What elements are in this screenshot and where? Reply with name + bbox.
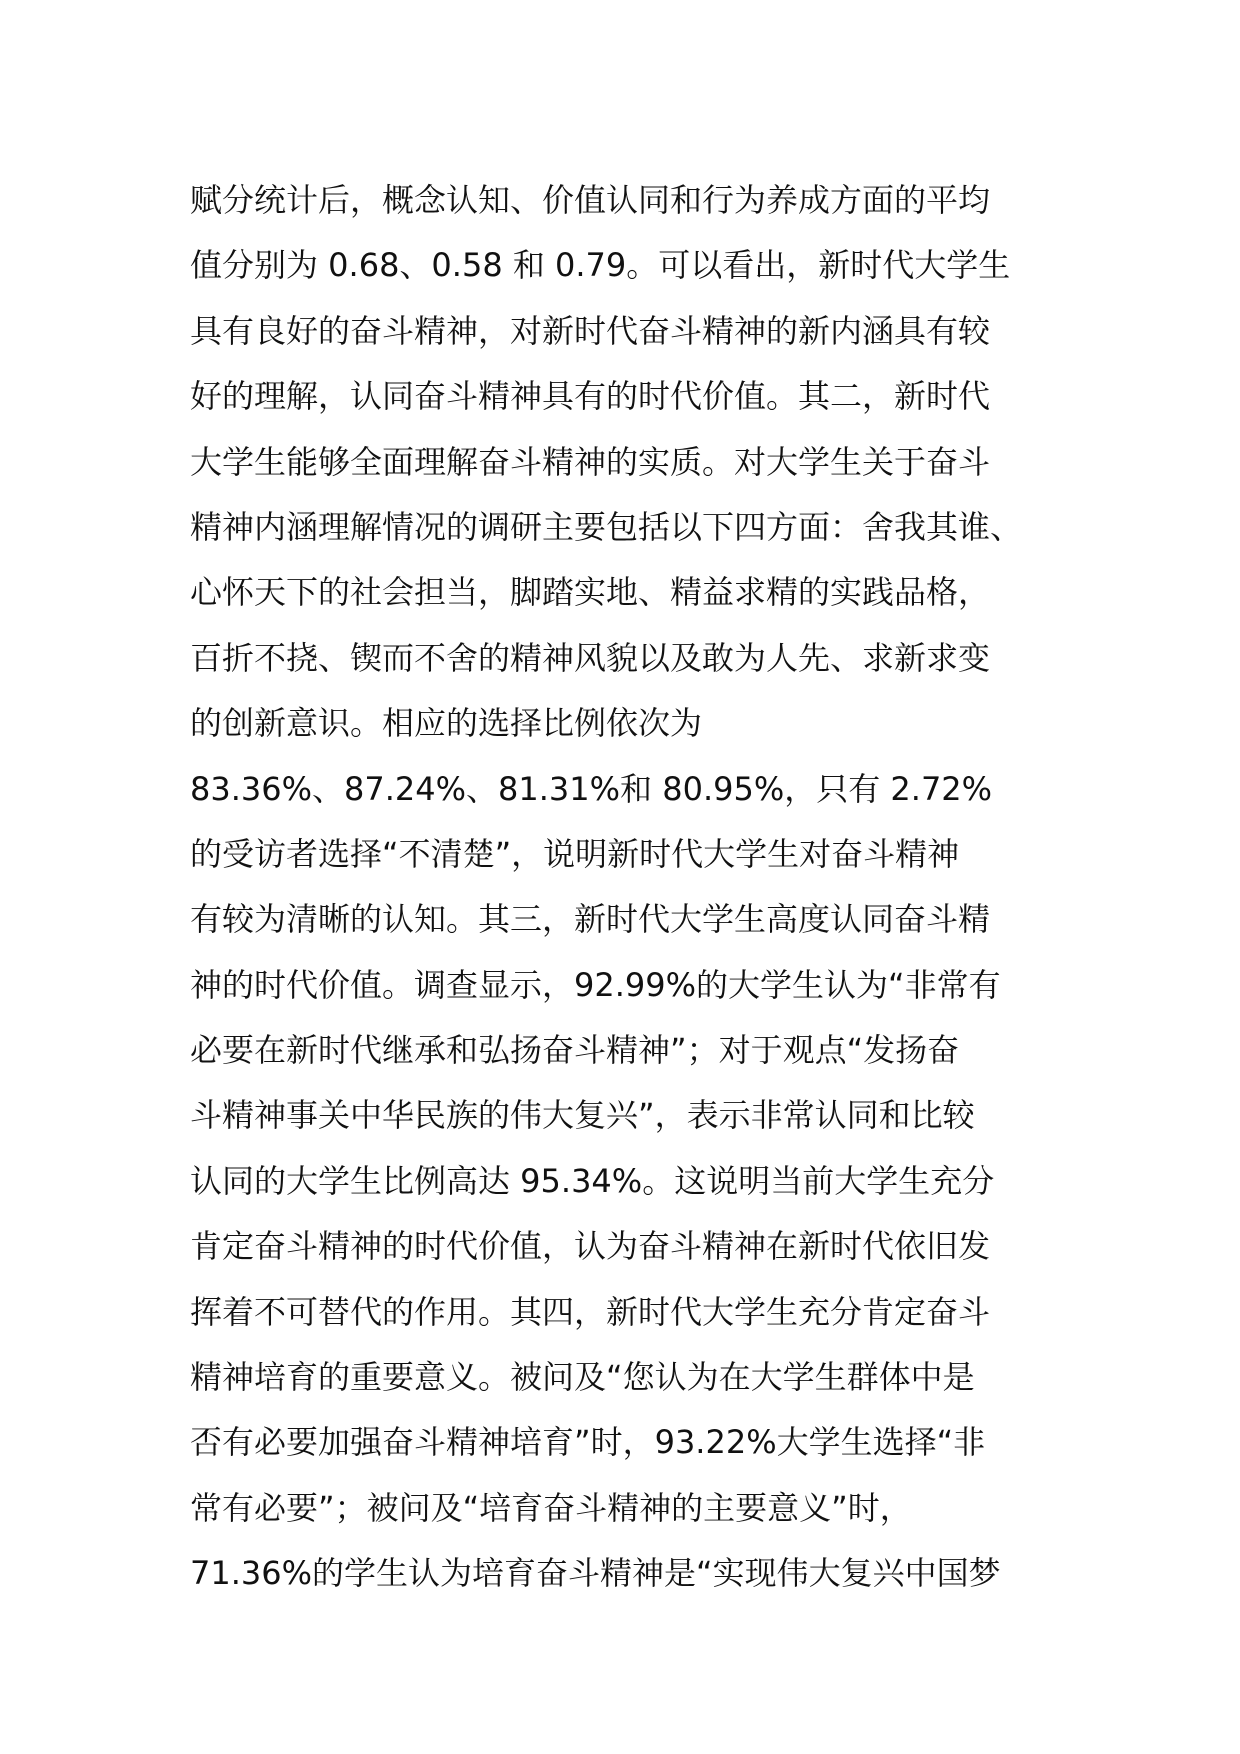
text-line: 认同的大学生比例高达 95.34%。这说明当前大学生充分 xyxy=(190,1161,995,1200)
text-line: 斗精神事关中华民族的伟大复兴”，表示非常认同和比较 xyxy=(190,1096,975,1135)
text-line: 83.36%、87.24%、81.31%和 80.95%，只有 2.72% xyxy=(190,769,993,808)
text-line: 神的时代价值。调查显示，92.99%的大学生认为“非常有 xyxy=(190,965,1001,1004)
text-line: 挥着不可替代的作用。其四，新时代大学生充分肯定奋斗 xyxy=(190,1292,991,1331)
text-line: 的受访者选择“不清楚”，说明新时代大学生对奋斗精神 xyxy=(190,834,960,873)
text-line: 赋分统计后，概念认知、价值认同和行为养成方面的平均 xyxy=(190,181,991,219)
text-line: 必要在新时代继承和弘扬奋斗精神”；对于观点“发扬奋 xyxy=(190,1031,960,1070)
text-line: 71.36%的学生认为培育奋斗精神是“实现伟大复兴中国梦 xyxy=(190,1554,1001,1593)
text-line: 常有必要”；被问及“培育奋斗精神的主要意义”时， xyxy=(190,1488,912,1527)
text-line: 精神培育的重要意义。被问及“您认为在大学生群体中是 xyxy=(190,1358,975,1397)
text-line: 百折不挠、锲而不舍的精神风貌以及敢为人先、求新求变 xyxy=(190,638,991,677)
text-line: 值分别为 0.68、0.58 和 0.79。可以看出，新时代大学生 xyxy=(190,246,1011,285)
body-paragraph xyxy=(190,168,1070,1607)
text-line: 心怀天下的社会担当，脚踏实地、精益求精的实践品格， xyxy=(190,573,991,612)
text-line: 大学生能够全面理解奋斗精神的实质。对大学生关于奋斗 xyxy=(190,442,991,481)
text-line: 否有必要加强奋斗精神培育”时，93.22%大学生选择“非 xyxy=(190,1423,986,1462)
text-line: 的创新意识。相应的选择比例依次为 xyxy=(190,704,703,743)
text-line: 有较为清晰的认知。其三，新时代大学生高度认同奋斗精 xyxy=(190,900,991,939)
text-line: 肯定奋斗精神的时代价值，认为奋斗精神在新时代依旧发 xyxy=(190,1227,991,1266)
text-line: 好的理解，认同奋斗精神具有的时代价值。其二，新时代 xyxy=(190,377,991,416)
text-line: 精神内涵理解情况的调研主要包括以下四方面：舍我其谁、 xyxy=(190,507,1023,546)
text-line: 具有良好的奋斗精神，对新时代奋斗精神的新内涵具有较 xyxy=(190,311,991,350)
